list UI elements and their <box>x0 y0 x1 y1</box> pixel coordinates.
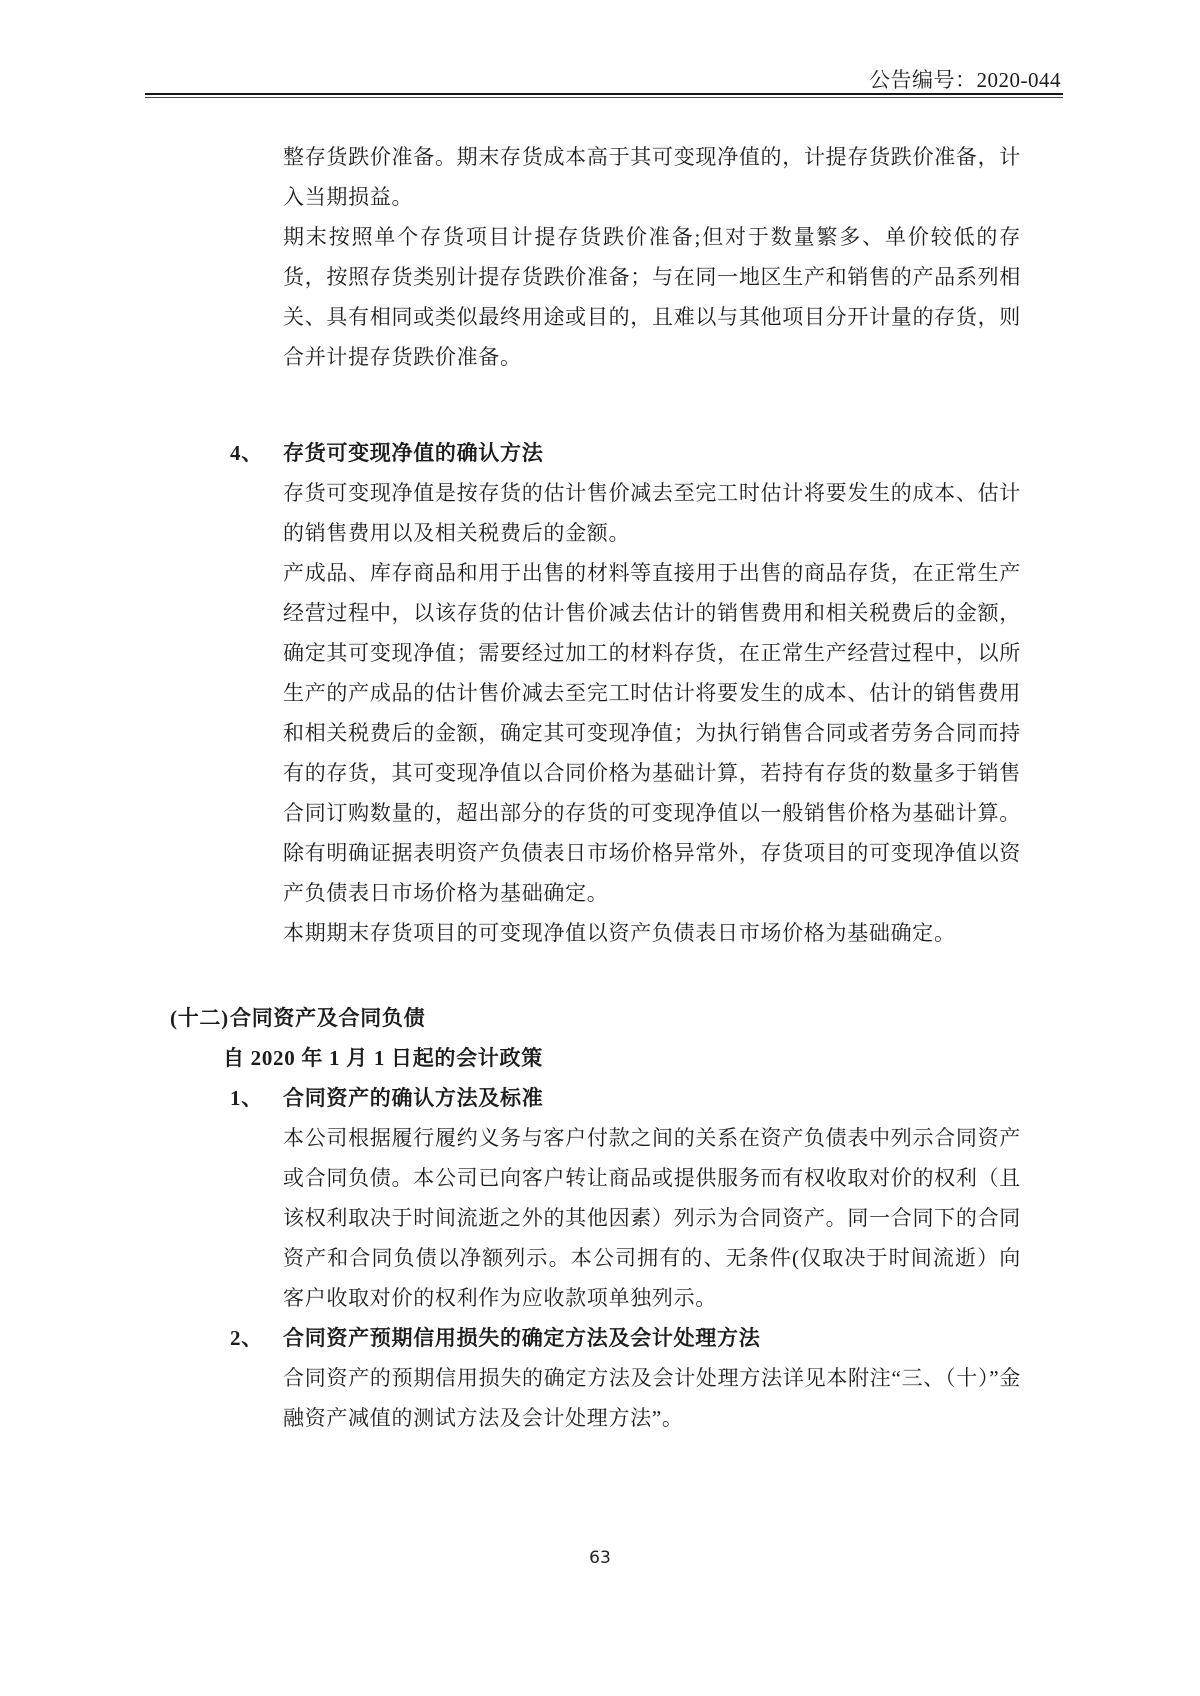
heading-subsection-2-number: 2、 <box>230 1326 263 1350</box>
document-body <box>150 137 1021 1438</box>
header-divider-line <box>145 93 1063 98</box>
paragraph-nrv-period-end: 本期期末存货项目的可变现净值以资产负债表日市场价格为基础确定。 <box>283 921 956 945</box>
page-number: 63 <box>589 1548 611 1568</box>
heading-section-4 <box>230 433 1021 473</box>
heading-section-12-title: 合同资产及合同负债 <box>230 1006 426 1030</box>
heading-subsection-1 <box>230 1078 1021 1118</box>
heading-subsection-1-title: 合同资产的确认方法及标准 <box>283 1086 544 1110</box>
paragraph-nrv-detail: 产成品、库存商品和用于出售的材料等直接用于出售的商品存货，在正常生产经营过程中，以该存货的估计售价减去估计的销售费用和相关税费后的金额，确定其可变现净值；需要经过加工的材料存货，在正常生产经营过程中，以所生产的产成品的估计售价减去至完工时估计将要发生的成本、估计的销售费用和相关税费后的金额，确定其可变现净值；为执行销售合同或者劳务合同而持有的存货，其可变现净值以合同价格为基础计算，若持有存货的数量多于销售合同订购数量的，超出部分的存货的可变现净值以一般销售价格为基础计算。除有明确证据表明资产负债表日市场价格异常外，存货项目的可变现净值以资产负债表日市场价格为基础确定。 <box>283 561 1021 905</box>
paragraph-expected-credit-loss: 合同资产的预期信用损失的确定方法及会计处理方法详见本附注“三、（十）”金融资产减值的测试方法及会计处理方法”。 <box>283 1366 1021 1430</box>
heading-section-12-number: (十二) <box>170 1006 229 1030</box>
announcement-number: 公告编号：2020-044 <box>869 68 1061 92</box>
paragraph-inventory-provision-1: 整存货跌价准备。期末存货成本高于其可变现净值的，计提存货跌价准备，计入当期损益。 <box>283 145 1021 209</box>
paragraph-inventory-provision-2: 期末按照单个存货项目计提存货跌价准备;但对于数量繁多、单价较低的存货，按照存货类别计提存货跌价准备；与在同一地区生产和销售的产品系列相关、具有相同或类似最终用途或目的，且难以与其他项目分开计量的存货，则合并计提存货跌价准备。 <box>283 225 1021 369</box>
heading-section-4-number: 4、 <box>230 441 263 465</box>
paragraph-nrv-definition: 存货可变现净值是按存货的估计售价减去至完工时估计将要发生的成本、估计的销售费用以及相关税费后的金额。 <box>283 481 1021 545</box>
heading-subsection-2 <box>230 1318 1021 1358</box>
heading-subsection-2-title: 合同资产预期信用损失的确定方法及会计处理方法 <box>283 1326 761 1350</box>
paragraph-contract-asset-recognition: 本公司根据履行履约义务与客户付款之间的关系在资产负债表中列示合同资产或合同负债。本公司已向客户转让商品或提供服务而有权收取对价的权利（且该权利取决于时间流逝之外的其他因素）列示为合同资产。同一合同下的合同资产和合同负债以净额列示。本公司拥有的、无条件(仅取决于时间流逝）向客户收取对价的权利作为应收款项单独列示。 <box>283 1126 1021 1310</box>
heading-subsection-1-number: 1、 <box>230 1086 263 1110</box>
heading-accounting-policy-date: 自 2020 年 1 月 1 日起的会计政策 <box>223 1046 543 1070</box>
heading-section-4-title: 存货可变现净值的确认方法 <box>283 441 544 465</box>
heading-section-12 <box>170 998 1021 1038</box>
